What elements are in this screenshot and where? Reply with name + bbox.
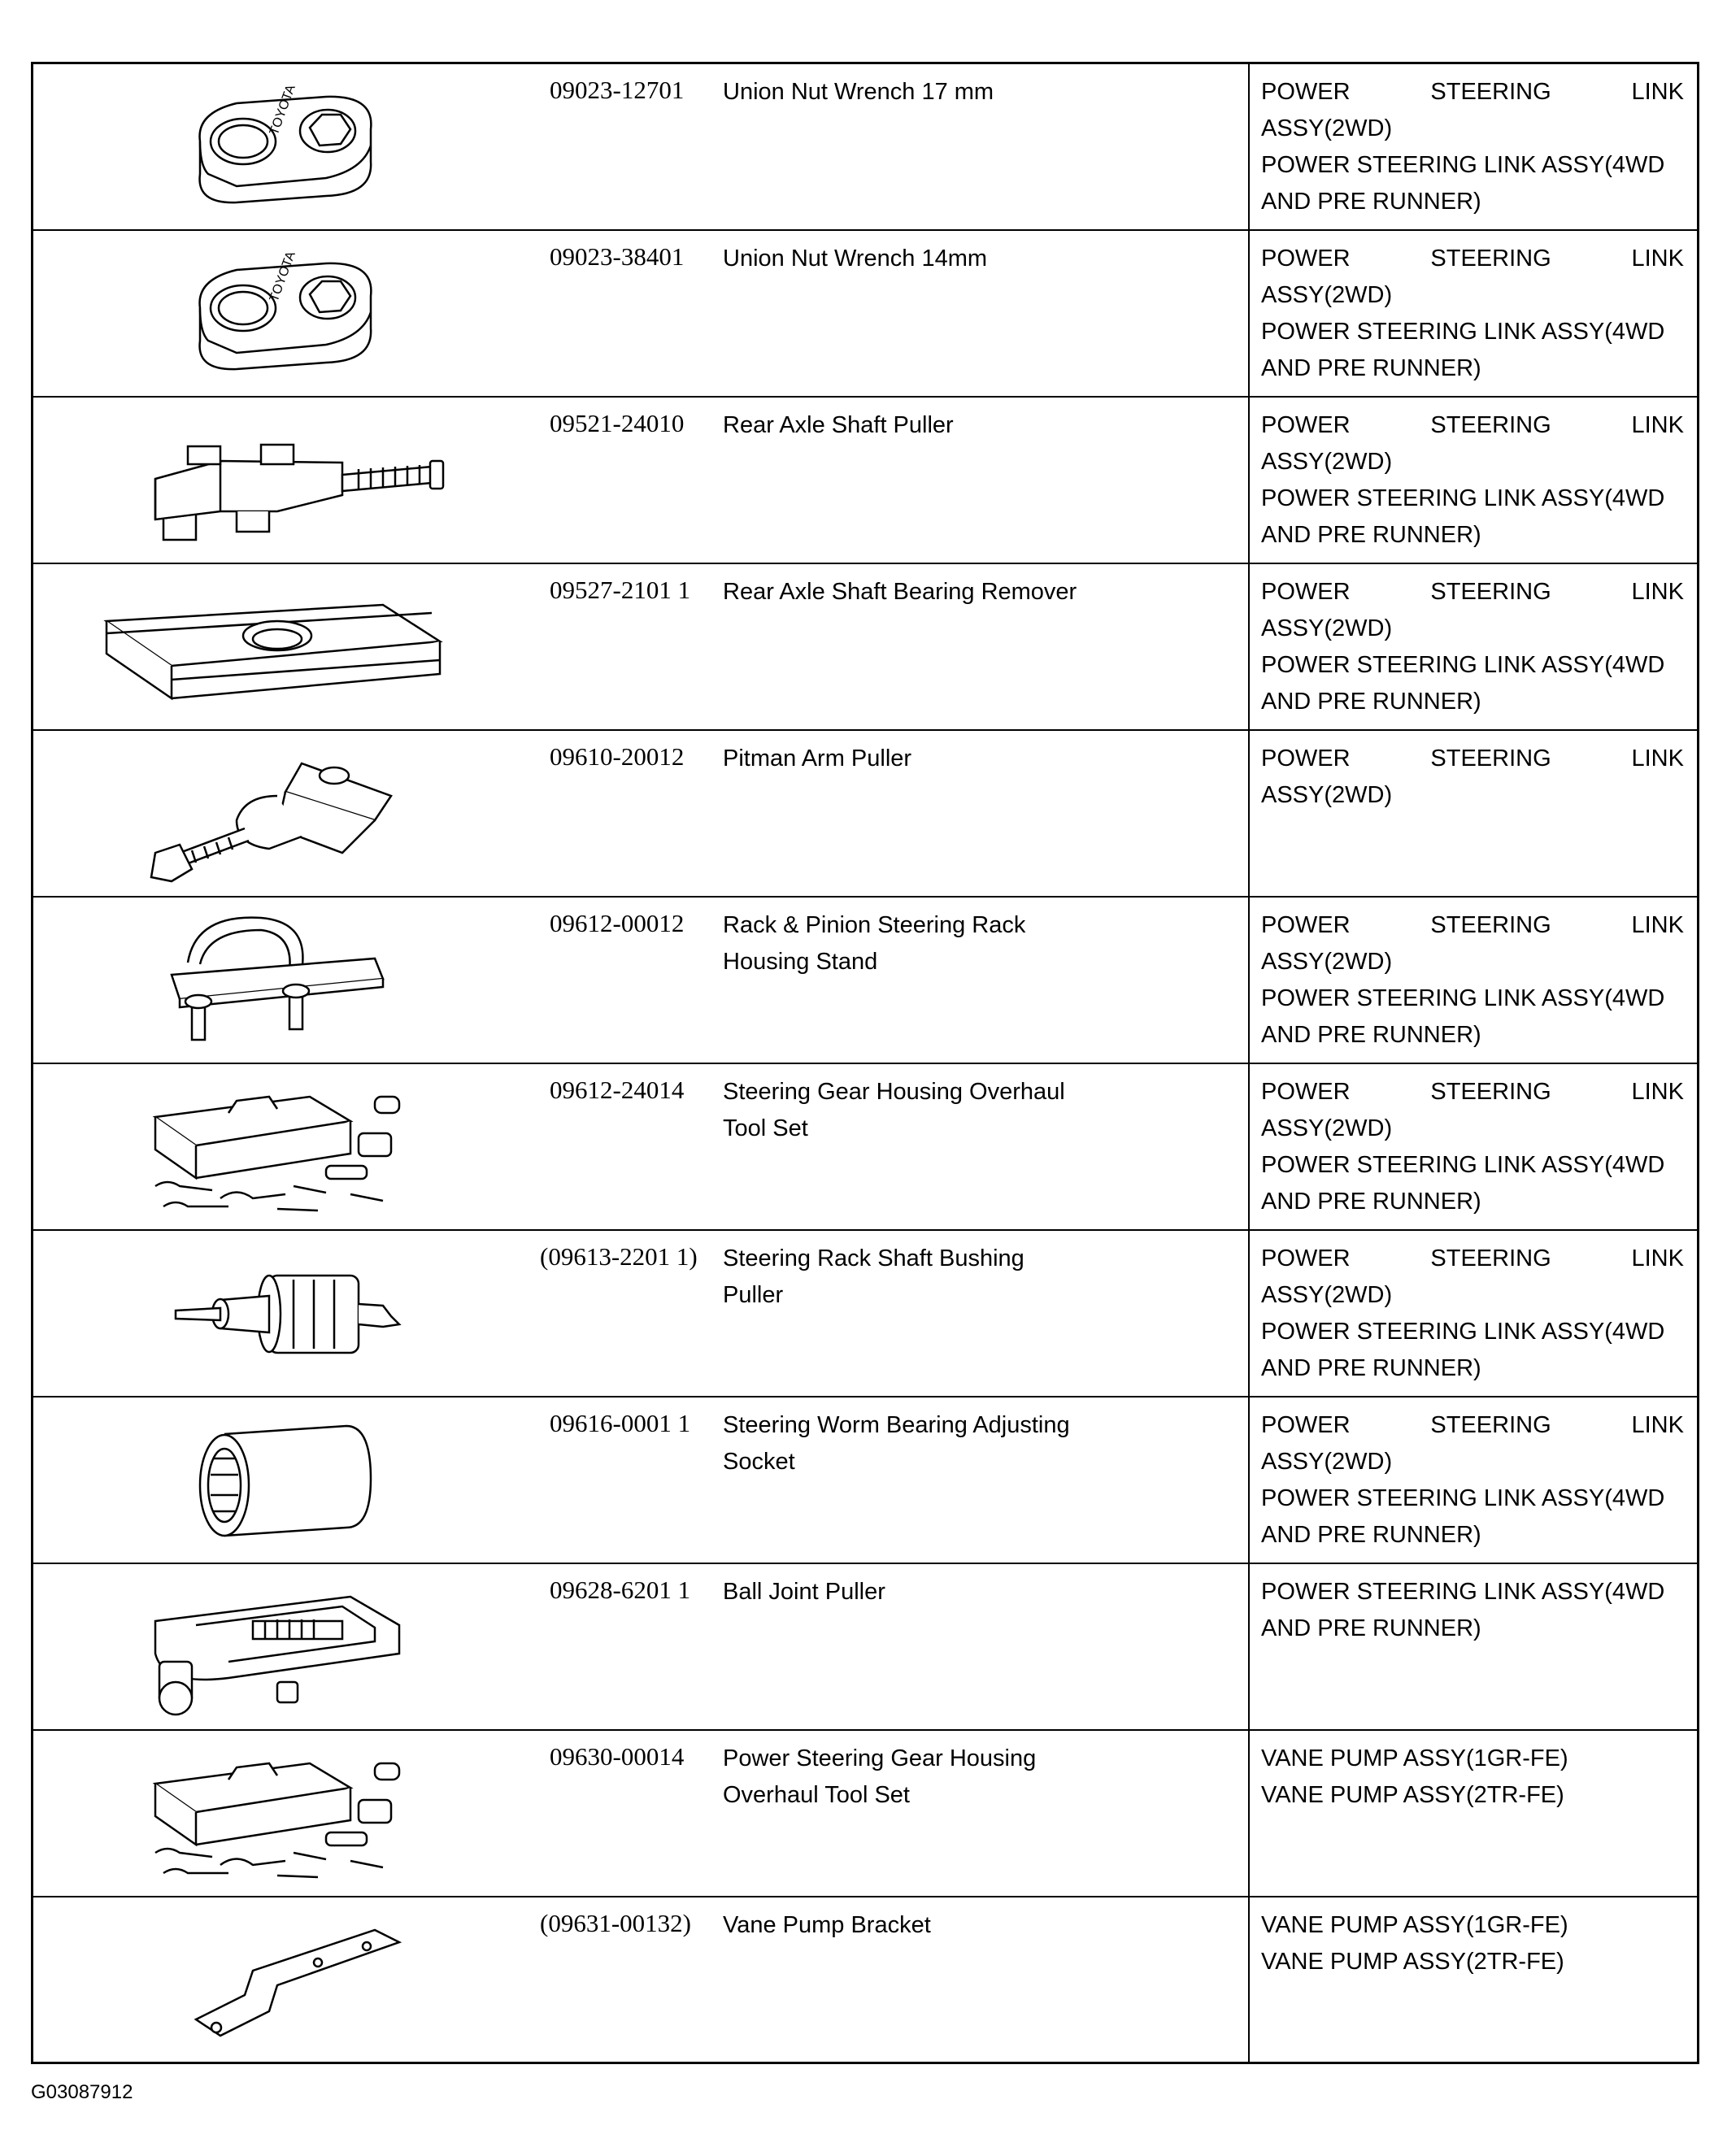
special-tools-table [31, 62, 1699, 2064]
tool-row [33, 1063, 1699, 1230]
part-number: (09613-2201 1) [501, 1230, 708, 1397]
tool-set-case-icon [33, 1064, 501, 1230]
tool-illustration-cell [33, 1397, 502, 1563]
tool-row [33, 563, 1699, 730]
tool-description [708, 730, 1249, 897]
application-item: POWER STEERING LINK ASSY(4WD AND PRE RUNNER) [1261, 152, 1665, 215]
tool-illustration-cell [33, 1897, 502, 2063]
tool-description [708, 563, 1249, 730]
tool-description [708, 63, 1249, 230]
application-cell [1249, 1397, 1699, 1563]
description-line: Housing Stand [723, 948, 878, 975]
tool-row [33, 730, 1699, 897]
tool-illustration-cell [33, 63, 502, 230]
application-item: POWER STEERING LINK ASSY(2WD) [1261, 79, 1684, 141]
part-number: 09610-20012 [501, 730, 708, 897]
tool-description [708, 1730, 1249, 1897]
part-number: 09612-00012 [501, 897, 708, 1063]
tool-row [33, 397, 1699, 563]
figure-id: G03087912 [31, 2081, 133, 2103]
svg-text:TOYOTA: TOYOTA [267, 249, 298, 303]
description-line: Puller [723, 1281, 784, 1308]
tool-description [708, 1897, 1249, 2063]
description-line: Steering Gear Housing Overhaul [723, 1078, 1065, 1105]
application-item: POWER STEERING LINK ASSY(2WD) [1261, 1078, 1684, 1141]
part-number: 09612-24014 [501, 1063, 708, 1230]
tool-illustration-cell [33, 1730, 502, 1897]
part-number: 09628-6201 1 [501, 1563, 708, 1730]
description-line: Power Steering Gear Housing [723, 1745, 1037, 1771]
tool-description [708, 1063, 1249, 1230]
housing-stand-icon [33, 898, 501, 1063]
tool-illustration-cell [33, 563, 502, 730]
application-item: POWER STEERING LINK ASSY(4WD AND PRE RUNNER) [1261, 485, 1665, 548]
part-number: 09616-0001 1 [501, 1397, 708, 1563]
description-line: Rear Axle Shaft Puller [723, 411, 954, 438]
description-line: Steering Rack Shaft Bushing [723, 1245, 1024, 1271]
part-number: 09521-24010 [501, 397, 708, 563]
description-line: Pitman Arm Puller [723, 745, 912, 772]
tool-illustration-cell [33, 1563, 502, 1730]
tool-row [33, 1397, 1699, 1563]
application-item: POWER STEERING LINK ASSY(2WD) [1261, 245, 1684, 308]
tool-illustration-cell [33, 230, 502, 397]
tool-illustration-cell [33, 1230, 502, 1397]
application-item: VANE PUMP ASSY(2TR-FE) [1261, 1781, 1564, 1808]
application-item: POWER STEERING LINK ASSY(4WD AND PRE RUNNER) [1261, 1484, 1665, 1548]
application-item: POWER STEERING LINK ASSY(2WD) [1261, 745, 1684, 808]
application-cell [1249, 1230, 1699, 1397]
part-number: 09630-00014 [501, 1730, 708, 1897]
application-cell [1249, 230, 1699, 397]
application-item: POWER STEERING LINK ASSY(4WD AND PRE RUNNER) [1261, 985, 1665, 1048]
application-item: VANE PUMP ASSY(1GR-FE) [1261, 1911, 1568, 1938]
application-item: POWER STEERING LINK ASSY(2WD) [1261, 1411, 1684, 1475]
tool-description [708, 1230, 1249, 1397]
application-cell [1249, 730, 1699, 897]
socket-icon [33, 1397, 501, 1563]
bearing-remover-plate-icon [33, 564, 501, 730]
application-item: POWER STEERING LINK ASSY(4WD AND PRE RUNNER) [1261, 1318, 1665, 1381]
application-cell [1249, 1563, 1699, 1730]
ball-joint-puller-icon [33, 1564, 501, 1730]
tool-description [708, 1397, 1249, 1563]
tool-illustration-cell [33, 897, 502, 1063]
tool-description [708, 230, 1249, 397]
tool-row [33, 1563, 1699, 1730]
description-line: Rear Axle Shaft Bearing Remover [723, 578, 1077, 605]
svg-text:TOYOTA: TOYOTA [267, 83, 298, 137]
tool-row [33, 1230, 1699, 1397]
tool-row [33, 230, 1699, 397]
description-line: Overhaul Tool Set [723, 1781, 910, 1808]
application-item: POWER STEERING LINK ASSY(2WD) [1261, 911, 1684, 975]
description-line: Union Nut Wrench 14mm [723, 245, 988, 272]
application-item: POWER STEERING LINK ASSY(2WD) [1261, 411, 1684, 475]
tool-illustration-cell [33, 1063, 502, 1230]
application-cell [1249, 563, 1699, 730]
tool-illustration-cell [33, 397, 502, 563]
tool-row [33, 63, 1699, 230]
part-number: 09023-12701 [501, 63, 708, 230]
tool-description [708, 897, 1249, 1063]
application-item: VANE PUMP ASSY(2TR-FE) [1261, 1948, 1564, 1975]
description-line: Rack & Pinion Steering Rack [723, 911, 1026, 938]
application-item: POWER STEERING LINK ASSY(4WD AND PRE RUNNER) [1261, 1578, 1665, 1641]
tool-row [33, 1897, 1699, 2063]
tool-row [33, 897, 1699, 1063]
tool-row [33, 1730, 1699, 1897]
application-cell [1249, 1730, 1699, 1897]
description-line: Ball Joint Puller [723, 1578, 885, 1605]
part-number: (09631-00132) [501, 1897, 708, 2063]
application-item: POWER STEERING LINK ASSY(2WD) [1261, 1245, 1684, 1308]
part-number: 09527-2101 1 [501, 563, 708, 730]
bushing-puller-icon [33, 1231, 501, 1397]
description-line: Socket [723, 1448, 795, 1475]
application-cell [1249, 897, 1699, 1063]
description-line: Vane Pump Bracket [723, 1911, 931, 1938]
tool-description [708, 397, 1249, 563]
description-line: Steering Worm Bearing Adjusting [723, 1411, 1070, 1438]
tool-illustration-cell [33, 730, 502, 897]
description-line: Tool Set [723, 1115, 808, 1141]
axle-shaft-puller-icon [33, 398, 501, 563]
application-item: POWER STEERING LINK ASSY(2WD) [1261, 578, 1684, 641]
application-cell [1249, 1897, 1699, 2063]
pump-bracket-icon [33, 1897, 501, 2063]
application-item: POWER STEERING LINK ASSY(4WD AND PRE RUNNER) [1261, 651, 1665, 715]
pitman-arm-puller-icon [33, 731, 501, 897]
application-item: VANE PUMP ASSY(1GR-FE) [1261, 1745, 1568, 1771]
union-nut-wrench-icon [33, 64, 501, 230]
tool-set-case-icon [33, 1731, 501, 1897]
part-number: 09023-38401 [501, 230, 708, 397]
application-cell [1249, 1063, 1699, 1230]
application-item: POWER STEERING LINK ASSY(4WD AND PRE RUNNER) [1261, 318, 1665, 381]
application-cell [1249, 397, 1699, 563]
description-line: Union Nut Wrench 17 mm [723, 79, 994, 105]
application-cell [1249, 63, 1699, 230]
tool-description [708, 1563, 1249, 1730]
union-nut-wrench-icon [33, 231, 501, 397]
application-item: POWER STEERING LINK ASSY(4WD AND PRE RUNNER) [1261, 1151, 1665, 1215]
